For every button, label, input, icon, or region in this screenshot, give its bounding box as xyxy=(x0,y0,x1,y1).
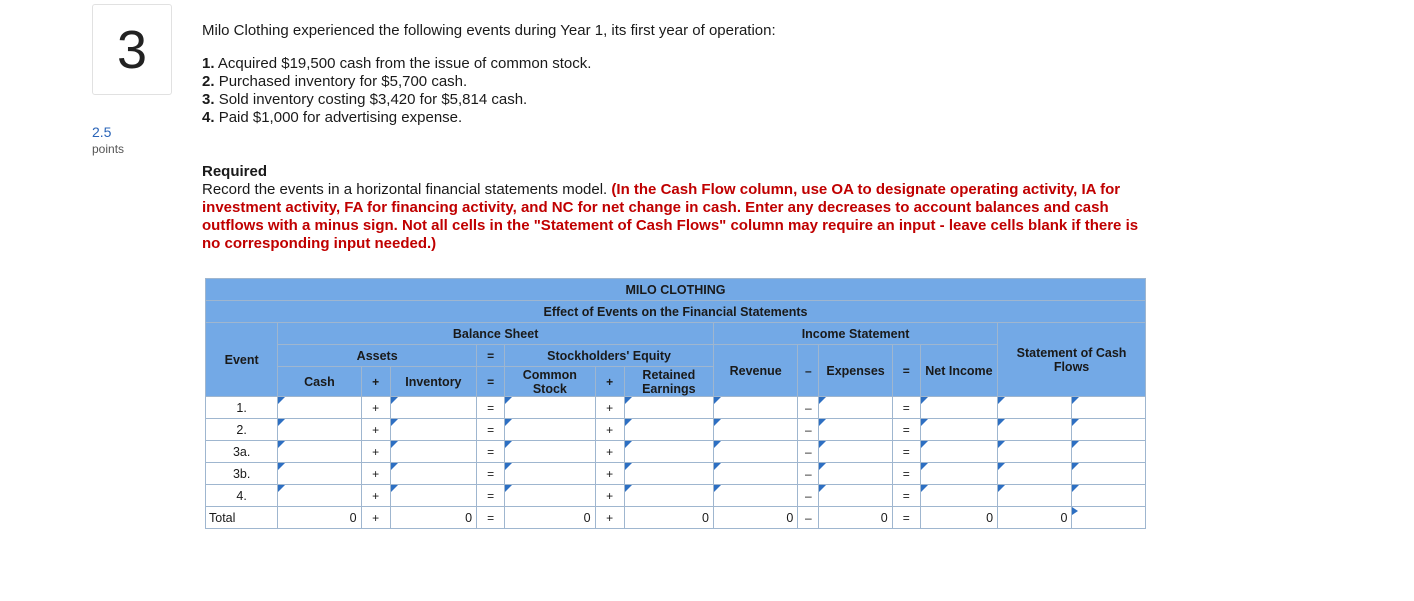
plus-op: + xyxy=(361,397,390,419)
total-net-income: 0 xyxy=(920,507,997,529)
minus-op: – xyxy=(798,507,819,529)
net-income-input[interactable] xyxy=(920,419,997,441)
revenue-input[interactable] xyxy=(714,397,798,419)
balance-sheet-header: Balance Sheet xyxy=(278,323,714,345)
scf-amount-input[interactable] xyxy=(998,463,1072,485)
common-stock-input[interactable] xyxy=(505,485,595,507)
table-title: MILO CLOTHING xyxy=(206,279,1146,301)
inventory-input[interactable] xyxy=(390,463,476,485)
dropdown-marker-icon xyxy=(625,441,632,448)
retained-earnings-input[interactable] xyxy=(624,441,713,463)
equals-op: = xyxy=(477,441,505,463)
plus-op: + xyxy=(595,367,624,397)
dropdown-marker-icon xyxy=(505,397,512,404)
plus-op: + xyxy=(595,397,624,419)
equals-op: = xyxy=(892,463,920,485)
scf-amount-input[interactable] xyxy=(998,485,1072,507)
revenue-input[interactable] xyxy=(714,463,798,485)
dropdown-marker-icon xyxy=(505,441,512,448)
scf-activity-input[interactable] xyxy=(1072,485,1146,507)
event-item: 3. Sold inventory costing $3,420 for $5,814 cash. xyxy=(202,91,528,108)
total-scf-amount: 0 xyxy=(998,507,1072,529)
equals-op: = xyxy=(477,485,505,507)
equals-op: = xyxy=(892,397,920,419)
retained-earnings-input[interactable] xyxy=(624,397,713,419)
common-stock-input[interactable] xyxy=(505,441,595,463)
assets-header: Assets xyxy=(278,345,477,367)
net-income-input[interactable] xyxy=(920,485,997,507)
revenue-input[interactable] xyxy=(714,419,798,441)
event-row xyxy=(206,463,1146,485)
financial-statements-table xyxy=(205,278,1146,529)
equals-op: = xyxy=(892,345,920,397)
plus-op: + xyxy=(361,507,390,529)
equals-op: = xyxy=(892,441,920,463)
total-inventory: 0 xyxy=(390,507,476,529)
required-text: Record the events in a horizontal financial statements model. xyxy=(202,181,608,198)
dropdown-marker-icon xyxy=(921,397,928,404)
total-expenses: 0 xyxy=(819,507,892,529)
dropdown-marker-icon xyxy=(714,397,721,404)
required-heading: Required xyxy=(202,163,268,180)
dropdown-marker-icon xyxy=(921,485,928,492)
dropdown-marker-icon xyxy=(921,441,928,448)
dropdown-marker-icon xyxy=(391,419,398,426)
scf-activity-input[interactable] xyxy=(1072,463,1146,485)
dropdown-marker-icon xyxy=(714,463,721,470)
expenses-input[interactable] xyxy=(819,397,892,419)
question-body xyxy=(202,22,1152,127)
dropdown-marker-icon xyxy=(391,397,398,404)
dropdown-marker-icon xyxy=(625,397,632,404)
inventory-input[interactable] xyxy=(390,485,476,507)
scf-activity-input[interactable] xyxy=(1072,397,1146,419)
dropdown-marker-icon xyxy=(1072,441,1079,448)
dropdown-marker-icon xyxy=(921,419,928,426)
dropdown-marker-icon xyxy=(278,397,285,404)
retained-earnings-input[interactable] xyxy=(624,419,713,441)
points-label: points xyxy=(92,142,125,156)
plus-op: + xyxy=(361,441,390,463)
dropdown-marker-icon xyxy=(278,419,285,426)
dropdown-marker-icon xyxy=(714,485,721,492)
expenses-input[interactable] xyxy=(819,463,892,485)
event-item: 2. Purchased inventory for $5,700 cash. xyxy=(202,73,468,90)
minus-op: – xyxy=(798,419,819,441)
minus-op: – xyxy=(798,441,819,463)
total-retained-earnings: 0 xyxy=(624,507,713,529)
equals-op: = xyxy=(477,397,505,419)
total-common-stock: 0 xyxy=(505,507,595,529)
event-label: 3b. xyxy=(206,463,278,485)
cash-header: Cash xyxy=(278,367,361,397)
question-intro: Milo Clothing experienced the following events during Year 1, its first year of operation: xyxy=(202,22,776,39)
scf-activity-input[interactable] xyxy=(1072,441,1146,463)
question-number: 3 xyxy=(116,19,148,80)
minus-op: – xyxy=(798,397,819,419)
dropdown-marker-icon xyxy=(391,485,398,492)
scf-amount-input[interactable] xyxy=(998,441,1072,463)
cash-input[interactable] xyxy=(278,419,361,441)
dropdown-marker-icon xyxy=(278,463,285,470)
plus-op: + xyxy=(361,419,390,441)
event-label: 2. xyxy=(206,419,278,441)
plus-op: + xyxy=(595,419,624,441)
inventory-input[interactable] xyxy=(390,441,476,463)
net-income-input[interactable] xyxy=(920,463,997,485)
revenue-header: Revenue xyxy=(714,345,798,397)
net-income-input[interactable] xyxy=(920,397,997,419)
dropdown-marker-icon xyxy=(714,441,721,448)
event-row xyxy=(206,397,1146,419)
event-label: 1. xyxy=(206,397,278,419)
equals-op: = xyxy=(477,419,505,441)
scf-header: Statement of Cash Flows xyxy=(998,323,1146,397)
dropdown-marker-icon xyxy=(819,397,826,404)
retained-earnings-input[interactable] xyxy=(624,463,713,485)
plus-op: + xyxy=(361,463,390,485)
common-stock-input[interactable] xyxy=(505,463,595,485)
scf-activity-input[interactable] xyxy=(1072,419,1146,441)
dropdown-marker-icon xyxy=(998,419,1005,426)
total-row xyxy=(206,507,1146,529)
stockholders-equity-header: Stockholders' Equity xyxy=(505,345,714,367)
dropdown-marker-icon xyxy=(714,419,721,426)
dropdown-marker-icon xyxy=(278,485,285,492)
dropdown-marker-icon xyxy=(391,441,398,448)
retained-earnings-header: Retained Earnings xyxy=(624,367,713,397)
scf-amount-input[interactable] xyxy=(998,419,1072,441)
table-subtitle: Effect of Events on the Financial Statements xyxy=(206,301,1146,323)
revenue-input[interactable] xyxy=(714,441,798,463)
equals-op: = xyxy=(892,419,920,441)
inventory-input[interactable] xyxy=(390,419,476,441)
dropdown-marker-icon xyxy=(1072,507,1078,515)
minus-op: – xyxy=(798,463,819,485)
event-list xyxy=(202,55,1152,127)
common-stock-input[interactable] xyxy=(505,419,595,441)
dropdown-marker-icon xyxy=(505,485,512,492)
inventory-input[interactable] xyxy=(390,397,476,419)
dropdown-marker-icon xyxy=(391,463,398,470)
required-instruction: (In the Cash Flow column, use OA to designate operating activity, IA for investment activity, FA for financing activity, and NC for net change in cash. Enter any decreases to account balances and cash outflows with a minus sign. Not all cells in the "Statement of Cash Flows" column may require an input - leave cells blank if there is no corresponding input needed.) xyxy=(202,181,1139,252)
expenses-header: Expenses xyxy=(819,345,892,397)
cash-input[interactable] xyxy=(278,441,361,463)
dropdown-marker-icon xyxy=(625,485,632,492)
revenue-input[interactable] xyxy=(714,485,798,507)
retained-earnings-input[interactable] xyxy=(624,485,713,507)
dropdown-marker-icon xyxy=(921,463,928,470)
plus-op: + xyxy=(595,441,624,463)
equals-op: = xyxy=(477,367,505,397)
event-label: 4. xyxy=(206,485,278,507)
equals-op: = xyxy=(892,485,920,507)
net-income-header: Net Income xyxy=(920,345,997,397)
event-item: 1. Acquired $19,500 cash from the issue of common stock. xyxy=(202,55,592,72)
dropdown-marker-icon xyxy=(1072,485,1079,492)
cash-input[interactable] xyxy=(278,397,361,419)
net-income-input[interactable] xyxy=(920,441,997,463)
event-label: 3a. xyxy=(206,441,278,463)
dropdown-marker-icon xyxy=(819,485,826,492)
dropdown-marker-icon xyxy=(625,463,632,470)
common-stock-header: Common Stock xyxy=(505,367,595,397)
event-header: Event xyxy=(206,323,278,397)
event-row xyxy=(206,419,1146,441)
equals-op: = xyxy=(892,507,920,529)
plus-op: + xyxy=(595,485,624,507)
equals-op: = xyxy=(477,507,505,529)
event-row xyxy=(206,441,1146,463)
dropdown-marker-icon xyxy=(998,397,1005,404)
expenses-input[interactable] xyxy=(819,441,892,463)
common-stock-input[interactable] xyxy=(505,397,595,419)
plus-op: + xyxy=(361,367,390,397)
plus-op: + xyxy=(361,485,390,507)
cash-input[interactable] xyxy=(278,485,361,507)
total-cash: 0 xyxy=(278,507,361,529)
inventory-header: Inventory xyxy=(390,367,476,397)
dropdown-marker-icon xyxy=(1072,397,1079,404)
plus-op: + xyxy=(595,507,624,529)
expenses-input[interactable] xyxy=(819,419,892,441)
dropdown-marker-icon xyxy=(998,463,1005,470)
income-statement-header: Income Statement xyxy=(714,323,998,345)
expenses-input[interactable] xyxy=(819,485,892,507)
event-rows xyxy=(206,397,1146,507)
dropdown-marker-icon xyxy=(625,419,632,426)
dropdown-marker-icon xyxy=(1072,419,1079,426)
dropdown-marker-icon xyxy=(819,419,826,426)
dropdown-marker-icon xyxy=(819,463,826,470)
dropdown-marker-icon xyxy=(998,485,1005,492)
dropdown-marker-icon xyxy=(278,441,285,448)
required-section xyxy=(202,163,1152,253)
cash-input[interactable] xyxy=(278,463,361,485)
dropdown-marker-icon xyxy=(1072,463,1079,470)
equals-op: = xyxy=(477,463,505,485)
points-value: 2.5 xyxy=(92,124,112,140)
dropdown-marker-icon xyxy=(819,441,826,448)
event-item: 4. Paid $1,000 for advertising expense. xyxy=(202,109,463,126)
total-label: Total xyxy=(206,507,278,529)
total-scf-activity-input[interactable] xyxy=(1072,507,1146,529)
equals-op: = xyxy=(477,345,505,367)
minus-op: – xyxy=(798,485,819,507)
event-row xyxy=(206,485,1146,507)
dropdown-marker-icon xyxy=(505,419,512,426)
dropdown-marker-icon xyxy=(998,441,1005,448)
minus-op: – xyxy=(798,345,819,397)
scf-amount-input[interactable] xyxy=(998,397,1072,419)
total-revenue: 0 xyxy=(714,507,798,529)
plus-op: + xyxy=(595,463,624,485)
question-number-box xyxy=(92,4,172,95)
dropdown-marker-icon xyxy=(505,463,512,470)
